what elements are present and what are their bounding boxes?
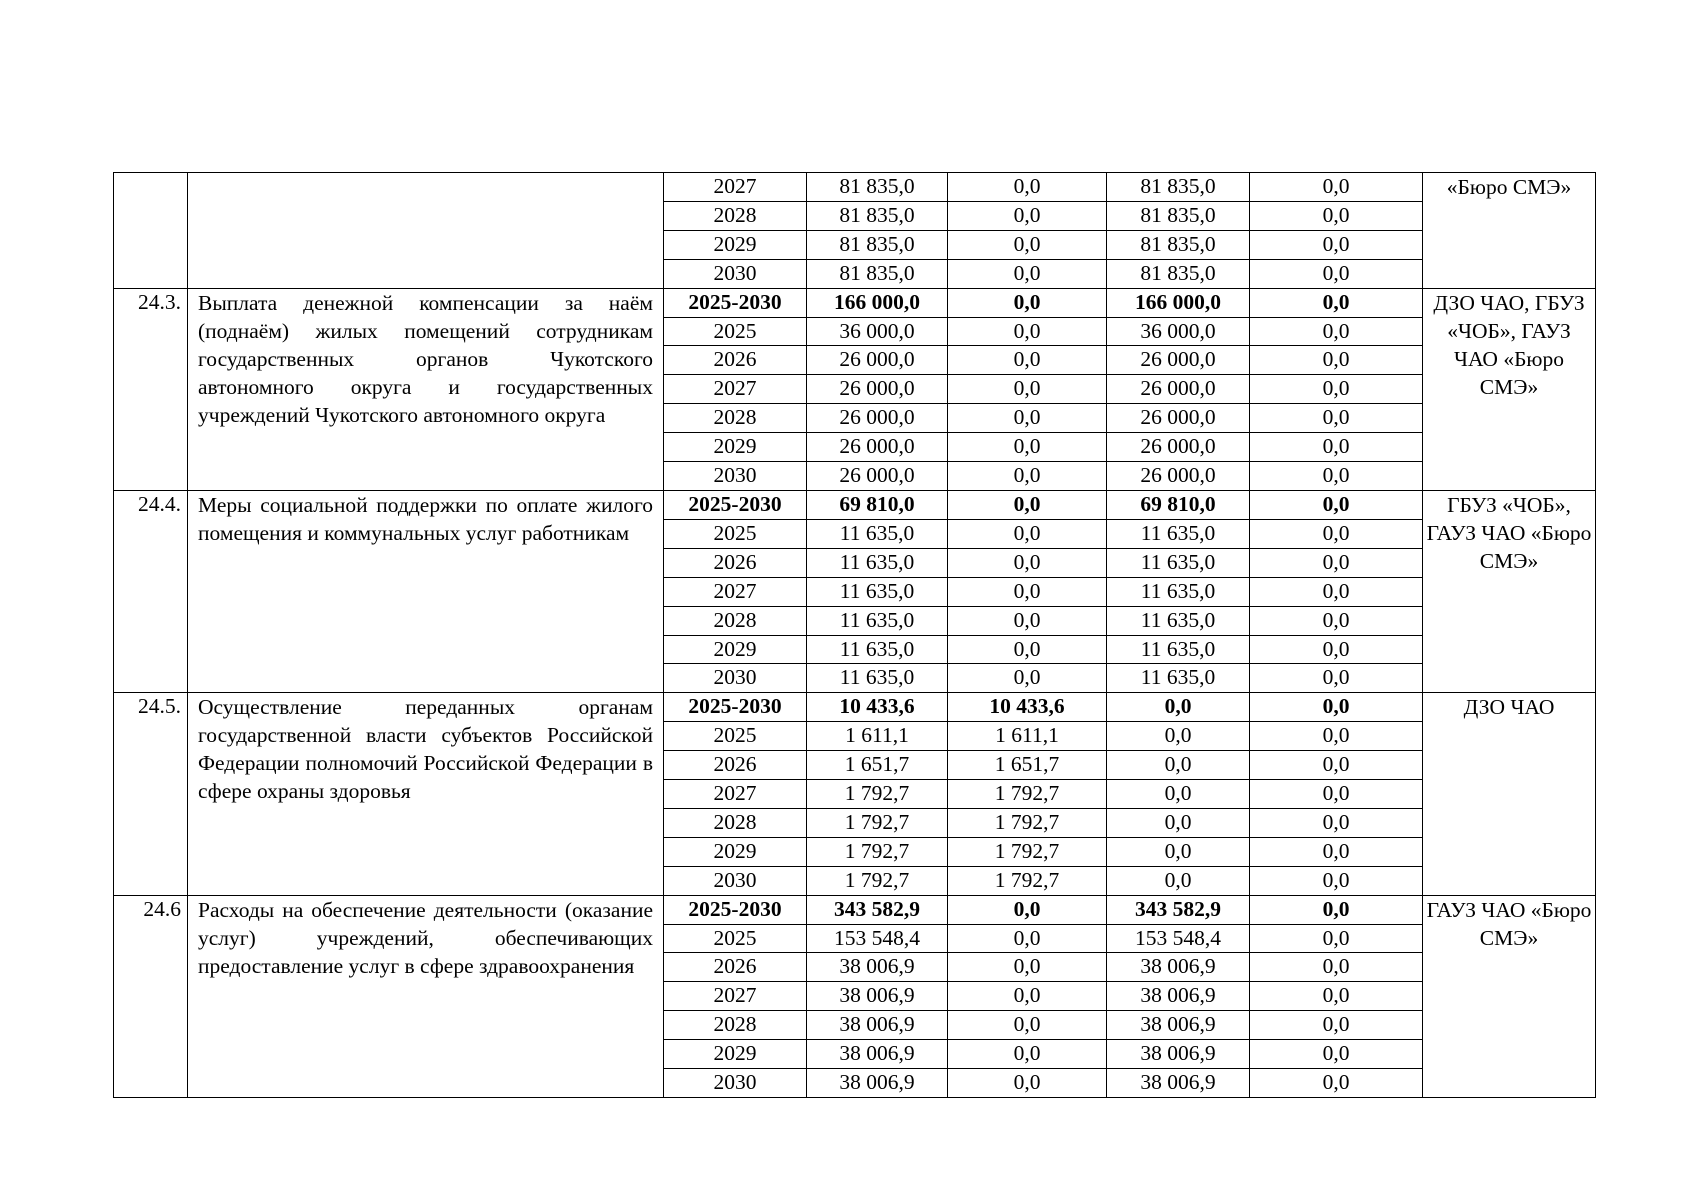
responsible-organization <box>1423 895 1596 1097</box>
period-cell: 2030 <box>664 259 807 288</box>
federal-budget-cell: 0,0 <box>948 982 1107 1011</box>
federal-budget-cell: 1 792,7 <box>948 866 1107 895</box>
other-sources-cell: 0,0 <box>1250 548 1423 577</box>
item-description-text: Осуществление переданных органам государственной власти субъектов Российской Федерации полномочий Российской Федерации в сфере охраны здоровья <box>198 695 653 804</box>
regional-budget-cell: 11 635,0 <box>1107 606 1250 635</box>
period-cell: 2029 <box>664 635 807 664</box>
other-sources-cell: 0,0 <box>1250 895 1423 924</box>
total-amount-cell: 11 635,0 <box>807 577 948 606</box>
other-sources-cell: 0,0 <box>1250 722 1423 751</box>
regional-budget-cell: 11 635,0 <box>1107 577 1250 606</box>
regional-budget-cell: 11 635,0 <box>1107 548 1250 577</box>
period-cell: 2030 <box>664 664 807 693</box>
responsible-organization <box>1423 288 1596 490</box>
federal-budget-cell: 0,0 <box>948 490 1107 519</box>
total-amount-cell: 1 792,7 <box>807 837 948 866</box>
regional-budget-cell: 166 000,0 <box>1107 288 1250 317</box>
federal-budget-cell: 1 651,7 <box>948 751 1107 780</box>
period-cell: 2026 <box>664 953 807 982</box>
total-amount-cell: 11 635,0 <box>807 664 948 693</box>
regional-budget-cell: 0,0 <box>1107 722 1250 751</box>
period-cell: 2027 <box>664 375 807 404</box>
total-amount-cell: 11 635,0 <box>807 548 948 577</box>
period-cell: 2025-2030 <box>664 288 807 317</box>
regional-budget-cell: 81 835,0 <box>1107 259 1250 288</box>
total-amount-cell: 1 792,7 <box>807 808 948 837</box>
funding-table <box>113 172 1596 1098</box>
period-cell: 2028 <box>664 1011 807 1040</box>
other-sources-cell: 0,0 <box>1250 375 1423 404</box>
total-amount-cell: 26 000,0 <box>807 375 948 404</box>
total-amount-cell: 26 000,0 <box>807 462 948 491</box>
regional-budget-cell: 38 006,9 <box>1107 1069 1250 1098</box>
total-amount-cell: 1 651,7 <box>807 751 948 780</box>
table-body <box>114 173 1596 1098</box>
total-amount-cell: 1 611,1 <box>807 722 948 751</box>
other-sources-cell: 0,0 <box>1250 1069 1423 1098</box>
responsible-organization-text: ГБУЗ «ЧОБ», ГАУЗ ЧАО «Бюро СМЭ» <box>1426 492 1592 573</box>
total-amount-cell: 38 006,9 <box>807 1040 948 1069</box>
federal-budget-cell: 0,0 <box>948 635 1107 664</box>
other-sources-cell: 0,0 <box>1250 577 1423 606</box>
period-cell: 2030 <box>664 1069 807 1098</box>
period-cell: 2030 <box>664 866 807 895</box>
total-amount-cell: 11 635,0 <box>807 606 948 635</box>
federal-budget-cell: 0,0 <box>948 924 1107 953</box>
period-cell: 2026 <box>664 751 807 780</box>
regional-budget-cell: 11 635,0 <box>1107 635 1250 664</box>
regional-budget-cell: 36 000,0 <box>1107 317 1250 346</box>
other-sources-cell: 0,0 <box>1250 982 1423 1011</box>
other-sources-cell: 0,0 <box>1250 201 1423 230</box>
total-amount-cell: 38 006,9 <box>807 982 948 1011</box>
regional-budget-cell: 0,0 <box>1107 808 1250 837</box>
other-sources-cell: 0,0 <box>1250 664 1423 693</box>
regional-budget-cell: 343 582,9 <box>1107 895 1250 924</box>
item-description-text: Расходы на обеспечение деятельности (оказание услуг) учреждений, обеспечивающих предоставление услуг в сфере здравоохранения <box>198 897 653 978</box>
federal-budget-cell: 0,0 <box>948 404 1107 433</box>
table-row <box>114 895 1596 924</box>
item-description <box>188 490 664 692</box>
regional-budget-cell: 153 548,4 <box>1107 924 1250 953</box>
regional-budget-cell: 26 000,0 <box>1107 346 1250 375</box>
other-sources-cell: 0,0 <box>1250 404 1423 433</box>
period-cell: 2025-2030 <box>664 693 807 722</box>
total-amount-cell: 38 006,9 <box>807 1011 948 1040</box>
total-amount-cell: 1 792,7 <box>807 780 948 809</box>
period-cell: 2029 <box>664 433 807 462</box>
period-cell: 2027 <box>664 982 807 1011</box>
other-sources-cell: 0,0 <box>1250 635 1423 664</box>
total-amount-cell: 81 835,0 <box>807 173 948 202</box>
period-cell: 2029 <box>664 230 807 259</box>
total-amount-cell: 38 006,9 <box>807 953 948 982</box>
other-sources-cell: 0,0 <box>1250 490 1423 519</box>
total-amount-cell: 26 000,0 <box>807 346 948 375</box>
period-cell: 2025 <box>664 924 807 953</box>
federal-budget-cell: 0,0 <box>948 664 1107 693</box>
period-cell: 2025 <box>664 722 807 751</box>
item-number: 24.3. <box>114 288 188 490</box>
federal-budget-cell: 0,0 <box>948 288 1107 317</box>
federal-budget-cell: 0,0 <box>948 201 1107 230</box>
total-amount-cell: 10 433,6 <box>807 693 948 722</box>
responsible-organization <box>1423 490 1596 692</box>
regional-budget-cell: 0,0 <box>1107 751 1250 780</box>
total-amount-cell: 38 006,9 <box>807 1069 948 1098</box>
federal-budget-cell: 1 611,1 <box>948 722 1107 751</box>
federal-budget-cell: 0,0 <box>948 1069 1107 1098</box>
item-number: 24.4. <box>114 490 188 692</box>
federal-budget-cell: 0,0 <box>948 375 1107 404</box>
federal-budget-cell: 1 792,7 <box>948 808 1107 837</box>
period-cell: 2028 <box>664 201 807 230</box>
total-amount-cell: 11 635,0 <box>807 519 948 548</box>
regional-budget-cell: 38 006,9 <box>1107 1011 1250 1040</box>
federal-budget-cell: 0,0 <box>948 317 1107 346</box>
item-number <box>114 173 188 289</box>
regional-budget-cell: 0,0 <box>1107 866 1250 895</box>
regional-budget-cell: 81 835,0 <box>1107 173 1250 202</box>
regional-budget-cell: 81 835,0 <box>1107 201 1250 230</box>
federal-budget-cell: 10 433,6 <box>948 693 1107 722</box>
table-row <box>114 693 1596 722</box>
other-sources-cell: 0,0 <box>1250 1011 1423 1040</box>
regional-budget-cell: 0,0 <box>1107 837 1250 866</box>
item-description-text: Выплата денежной компенсации за наём (поднаём) жилых помещений сотрудникам государственных органов Чукотского автономного округа и государственных учреждений Чукотского автономного округа <box>198 290 653 427</box>
other-sources-cell: 0,0 <box>1250 346 1423 375</box>
federal-budget-cell: 0,0 <box>948 1011 1107 1040</box>
federal-budget-cell: 0,0 <box>948 895 1107 924</box>
regional-budget-cell: 38 006,9 <box>1107 953 1250 982</box>
federal-budget-cell: 0,0 <box>948 173 1107 202</box>
period-cell: 2027 <box>664 577 807 606</box>
total-amount-cell: 26 000,0 <box>807 404 948 433</box>
total-amount-cell: 36 000,0 <box>807 317 948 346</box>
federal-budget-cell: 0,0 <box>948 548 1107 577</box>
other-sources-cell: 0,0 <box>1250 519 1423 548</box>
other-sources-cell: 0,0 <box>1250 693 1423 722</box>
other-sources-cell: 0,0 <box>1250 1040 1423 1069</box>
table-row <box>114 490 1596 519</box>
period-cell: 2026 <box>664 548 807 577</box>
period-cell: 2030 <box>664 462 807 491</box>
federal-budget-cell: 0,0 <box>948 953 1107 982</box>
total-amount-cell: 153 548,4 <box>807 924 948 953</box>
other-sources-cell: 0,0 <box>1250 433 1423 462</box>
federal-budget-cell: 1 792,7 <box>948 780 1107 809</box>
other-sources-cell: 0,0 <box>1250 808 1423 837</box>
period-cell: 2025-2030 <box>664 490 807 519</box>
item-description <box>188 173 664 289</box>
regional-budget-cell: 0,0 <box>1107 693 1250 722</box>
other-sources-cell: 0,0 <box>1250 953 1423 982</box>
total-amount-cell: 26 000,0 <box>807 433 948 462</box>
regional-budget-cell: 0,0 <box>1107 780 1250 809</box>
federal-budget-cell: 0,0 <box>948 433 1107 462</box>
period-cell: 2025-2030 <box>664 895 807 924</box>
other-sources-cell: 0,0 <box>1250 288 1423 317</box>
period-cell: 2025 <box>664 317 807 346</box>
item-description <box>188 693 664 895</box>
regional-budget-cell: 38 006,9 <box>1107 982 1250 1011</box>
regional-budget-cell: 26 000,0 <box>1107 404 1250 433</box>
period-cell: 2029 <box>664 837 807 866</box>
other-sources-cell: 0,0 <box>1250 259 1423 288</box>
regional-budget-cell: 26 000,0 <box>1107 462 1250 491</box>
regional-budget-cell: 81 835,0 <box>1107 230 1250 259</box>
federal-budget-cell: 0,0 <box>948 230 1107 259</box>
other-sources-cell: 0,0 <box>1250 173 1423 202</box>
item-number: 24.5. <box>114 693 188 895</box>
other-sources-cell: 0,0 <box>1250 462 1423 491</box>
federal-budget-cell: 0,0 <box>948 346 1107 375</box>
item-description-text: Меры социальной поддержки по оплате жилого помещения и коммунальных услуг работникам <box>198 492 653 545</box>
item-description <box>188 895 664 1097</box>
other-sources-cell: 0,0 <box>1250 866 1423 895</box>
responsible-organization-text: ДЗО ЧАО <box>1463 695 1555 720</box>
federal-budget-cell: 1 792,7 <box>948 837 1107 866</box>
total-amount-cell: 166 000,0 <box>807 288 948 317</box>
period-cell: 2025 <box>664 519 807 548</box>
federal-budget-cell: 0,0 <box>948 519 1107 548</box>
federal-budget-cell: 0,0 <box>948 462 1107 491</box>
total-amount-cell: 11 635,0 <box>807 635 948 664</box>
other-sources-cell: 0,0 <box>1250 606 1423 635</box>
regional-budget-cell: 26 000,0 <box>1107 375 1250 404</box>
responsible-organization-text: ГАУЗ ЧАО «Бюро СМЭ» <box>1426 897 1592 950</box>
regional-budget-cell: 26 000,0 <box>1107 433 1250 462</box>
federal-budget-cell: 0,0 <box>948 259 1107 288</box>
regional-budget-cell: 11 635,0 <box>1107 519 1250 548</box>
total-amount-cell: 81 835,0 <box>807 259 948 288</box>
federal-budget-cell: 0,0 <box>948 577 1107 606</box>
period-cell: 2029 <box>664 1040 807 1069</box>
other-sources-cell: 0,0 <box>1250 837 1423 866</box>
regional-budget-cell: 69 810,0 <box>1107 490 1250 519</box>
total-amount-cell: 1 792,7 <box>807 866 948 895</box>
total-amount-cell: 81 835,0 <box>807 230 948 259</box>
responsible-organization <box>1423 173 1596 289</box>
period-cell: 2028 <box>664 404 807 433</box>
table-row <box>114 173 1596 202</box>
total-amount-cell: 69 810,0 <box>807 490 948 519</box>
other-sources-cell: 0,0 <box>1250 751 1423 780</box>
responsible-organization <box>1423 693 1596 895</box>
other-sources-cell: 0,0 <box>1250 924 1423 953</box>
period-cell: 2027 <box>664 173 807 202</box>
responsible-organization-text: ДЗО ЧАО, ГБУЗ «ЧОБ», ГАУЗ ЧАО «Бюро СМЭ» <box>1433 290 1585 399</box>
total-amount-cell: 81 835,0 <box>807 201 948 230</box>
item-number: 24.6 <box>114 895 188 1097</box>
regional-budget-cell: 11 635,0 <box>1107 664 1250 693</box>
period-cell: 2028 <box>664 808 807 837</box>
period-cell: 2028 <box>664 606 807 635</box>
other-sources-cell: 0,0 <box>1250 230 1423 259</box>
federal-budget-cell: 0,0 <box>948 606 1107 635</box>
item-description <box>188 288 664 490</box>
other-sources-cell: 0,0 <box>1250 317 1423 346</box>
regional-budget-cell: 38 006,9 <box>1107 1040 1250 1069</box>
table-row <box>114 288 1596 317</box>
total-amount-cell: 343 582,9 <box>807 895 948 924</box>
other-sources-cell: 0,0 <box>1250 780 1423 809</box>
period-cell: 2027 <box>664 780 807 809</box>
federal-budget-cell: 0,0 <box>948 1040 1107 1069</box>
period-cell: 2026 <box>664 346 807 375</box>
responsible-organization-text: «Бюро СМЭ» <box>1446 175 1572 199</box>
